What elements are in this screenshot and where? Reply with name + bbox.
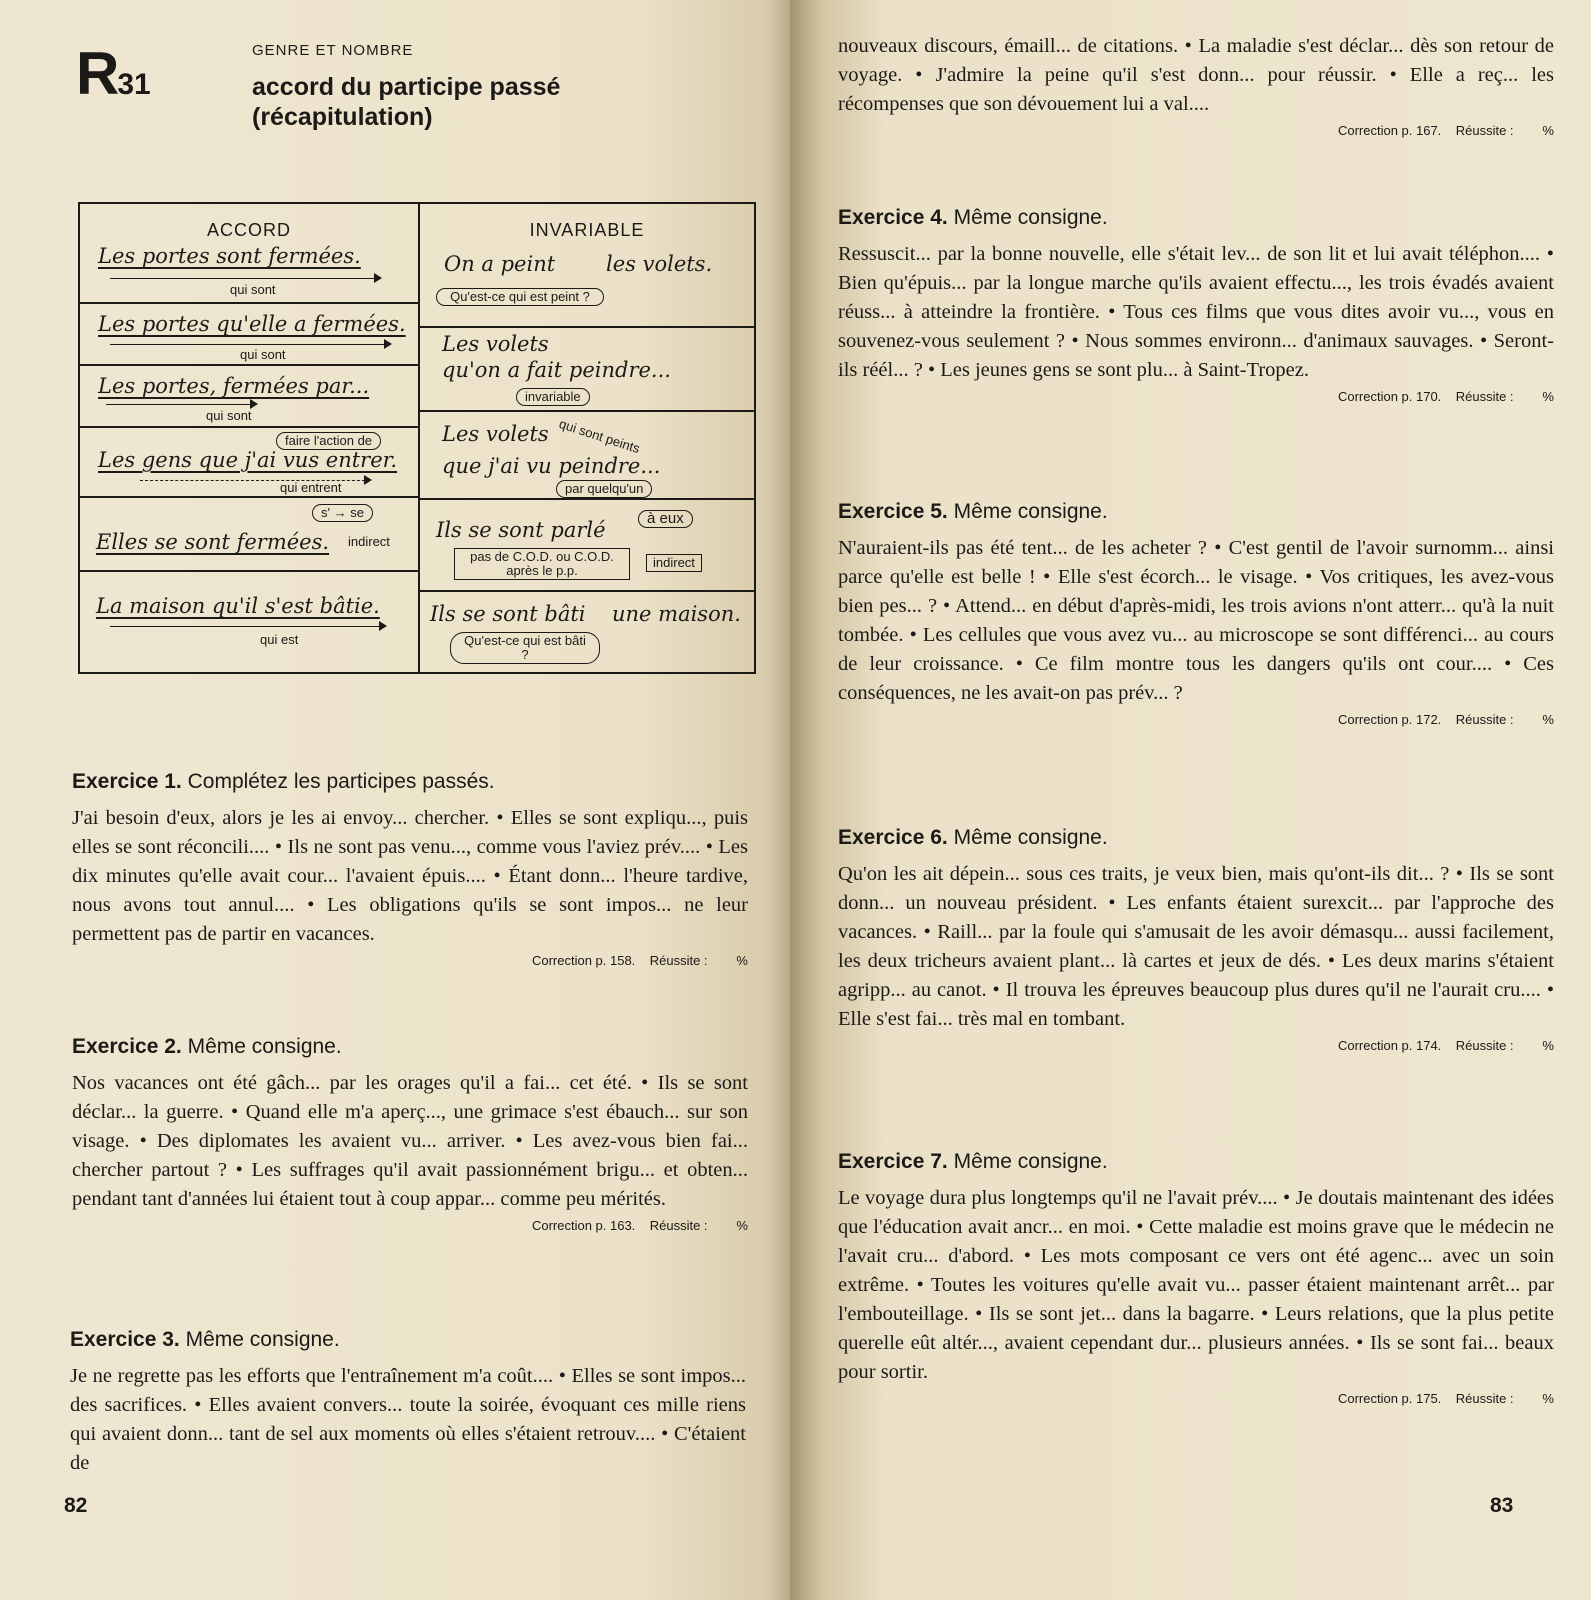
exercise-3-instruction: Même consigne. [185, 1328, 340, 1351]
accord-bubble-4: faire l'action de [276, 432, 381, 450]
left-page [0, 0, 790, 1600]
exercise-3-continuation [838, 32, 1554, 138]
invariable-example-3b: que j'ai vu peindre... [442, 454, 661, 478]
rule-badge-number: 31 [117, 68, 151, 101]
accord-note-5: indirect [348, 534, 390, 549]
exercise-7-instruction: Même consigne. [953, 1150, 1108, 1173]
exercise-5-label: Exercice 5. [838, 500, 948, 523]
exercise-2 [72, 1035, 748, 1233]
rule-table [78, 202, 756, 674]
invariable-bubble-2: invariable [516, 388, 590, 406]
accord-row-4 [80, 428, 418, 498]
accord-row-2 [80, 304, 418, 366]
invariable-row-1 [420, 204, 754, 328]
exercise-2-label: Exercice 2. [72, 1035, 182, 1058]
exercise-6-label: Exercice 6. [838, 826, 948, 849]
arrow [106, 404, 256, 405]
exercise-7-correction: Correction p. 175. Réussite : % [1337, 1391, 1554, 1406]
exercise-6-correction: Correction p. 174. Réussite : % [1337, 1038, 1554, 1053]
exercise-2-text: Nos vacances ont été gâch... par les orages qu'il a fai... cet été. • Ils se sont déclar... la guerre. • Quand elle m'a aperç..., une grimace s'est ébauch... sur son visage. • Des diplomates les avaient vu... arriver. • Les avez-vous bien fai... chercher partout ? • Les suffrages qu'il avait passionnément brigu... et obten... pendant tant d'années lui étaient tout à coup appar... comme peu mérités. [72, 1072, 748, 1210]
accord-row-5 [80, 498, 418, 572]
exercise-6 [838, 826, 1554, 1053]
accord-note-4: qui entrent [280, 480, 342, 495]
exercise-2-instruction: Même consigne. [187, 1035, 342, 1058]
invariable-example-5a: Ils se sont bâti [430, 602, 586, 626]
exercise-1-correction: Correction p. 158. Réussite : % [531, 953, 748, 968]
invariable-example-2b: qu'on a fait peindre... [442, 358, 671, 382]
exercise-3-label: Exercice 3. [70, 1328, 180, 1351]
invariable-example-1b: les volets. [606, 252, 713, 276]
accord-note-1: qui sont [230, 282, 276, 297]
exercise-4-heading [838, 206, 1554, 230]
accord-example-3: Les portes, fermées par... [98, 374, 370, 398]
exercise-3-correction: Correction p. 167. Réussite : % [1337, 123, 1554, 138]
exercise-6-text: Qu'on les ait dépein... sous ces traits, je veux bien, mais qu'ont-ils dit... ? • Ils se sont donn... un nouveau président. • Les enfants étaient surexcit... par l'approche des vacances. • Raill... par la foule qui s'amusait de les avoir démasqu... aussi facilement, les deux tricheurs avaient plant... là cartes et jeux de dés. • Les deux marins s'étaient agripp... au canot. • Il trouva les épreuves beaucoup plus dures qu'il ne l'aurait cru.... • Elle s'est fai... très mal en tombant. [838, 863, 1554, 1030]
invariable-header: INVARIABLE [529, 220, 645, 240]
arrow [110, 344, 390, 345]
exercise-3-heading [70, 1328, 746, 1352]
exercise-2-correction: Correction p. 163. Réussite : % [531, 1218, 748, 1233]
invariable-note-3: qui sont peints [557, 416, 642, 457]
exercise-1-heading [72, 770, 748, 794]
accord-row-1 [80, 204, 418, 304]
exercise-3-continuation-text: nouveaux discours, émaill... de citations. • La maladie s'est déclar... dès son retour de voyage. • J'admire la peine qu'il s'est donn... pour réussir. • Elle a reç... les récompenses que son dévouement lui a val.... [838, 35, 1554, 115]
exercise-7-heading [838, 1150, 1554, 1174]
exercise-1 [72, 770, 748, 968]
invariable-example-4: Ils se sont parlé [436, 518, 606, 542]
exercise-7-label: Exercice 7. [838, 1150, 948, 1173]
exercise-5-text: N'auraient-ils pas été tent... de les acheter ? • C'est gentil de l'avoir surnomm... ainsi parce qu'elle est belle ! • Elle s'est écorch... le visage. • Vos critiques, les avez-vous bien pes... ? • Attend... en début d'après-midi, les trois avions n'ont atterr... qu'à la nuit tombée. • Les cellules que vous avez vu... au microscope se sont différenci... au cours de leur croissance. • Ce film montre tous les dangers qu'ils ont cour.... • Ces conséquences, ne les avait-on pas prév... ? [838, 537, 1554, 704]
invariable-example-1a: On a peint [444, 252, 556, 276]
invariable-column [420, 204, 754, 672]
exercise-3-text: Je ne regrette pas les efforts que l'entraînement m'a coût.... • Elles se sont impos... des sacrifices. • Elles avaient convers... toute la soirée, évoquant ces mille riens qui avaient donn... tant de sel aux moments où elles s'étaient retrouv.... • C'étaient de [70, 1365, 746, 1474]
accord-bubble-5: s' → se [312, 504, 373, 522]
arrow [110, 626, 385, 627]
exercise-4 [838, 206, 1554, 404]
exercise-3 [70, 1328, 746, 1478]
accord-example-2: Les portes qu'elle a fermées. [98, 312, 406, 336]
exercise-4-instruction: Même consigne. [953, 206, 1108, 229]
invariable-example-5b: une maison. [612, 602, 741, 626]
page-number-left: 82 [64, 1494, 88, 1517]
accord-example-6: La maison qu'il s'est bâtie. [96, 594, 380, 618]
accord-header: ACCORD [206, 220, 291, 240]
page-number-right: 83 [1490, 1494, 1514, 1517]
exercise-4-label: Exercice 4. [838, 206, 948, 229]
accord-row-6 [80, 572, 418, 672]
page-title: accord du participe passé (récapitulation) [252, 73, 561, 131]
invariable-box-4b: indirect [646, 554, 702, 572]
accord-row-3 [80, 366, 418, 428]
exercise-2-heading [72, 1035, 748, 1059]
invariable-bubble-3: par quelqu'un [556, 480, 652, 498]
invariable-bubble-4: à eux [638, 510, 693, 528]
exercise-7-text: Le voyage dura plus longtemps qu'il ne l'avait prév.... • Je doutais maintenant des idées que l'éducation avait ancr... en moi. • Cette maladie est moins grave que le médecin ne l'avait cru... d'abord. • Les mots composant ce vers ont été agenc... avec un soin extrême. • Toutes les voitures qu'elle avait vu... passer étaient maintenant arrêt... par l'embouteillage. • Ils se sont jet... dans la bagarre. • Leurs relations, que la plus petite querelle eût altér..., avaient cependant dur... plusieurs années. • Ils se sont fai... beaux pour sortir. [838, 1187, 1554, 1383]
invariable-example-2a: Les volets [442, 332, 549, 356]
exercise-4-correction: Correction p. 170. Réussite : % [1337, 389, 1554, 404]
invariable-row-5 [420, 592, 754, 672]
rule-badge [76, 40, 151, 107]
accord-note-3: qui sont [206, 408, 252, 423]
rule-badge-letter: R [76, 40, 118, 107]
exercise-6-instruction: Même consigne. [953, 826, 1108, 849]
section-kicker: GENRE ET NOMBRE [252, 42, 414, 59]
invariable-bubble-1: Qu'est-ce qui est peint ? [436, 288, 604, 306]
invariable-box-4a: pas de C.O.D. ou C.O.D. après le p.p. [454, 548, 630, 580]
exercise-1-text: J'ai besoin d'eux, alors je les ai envoy... chercher. • Elles se sont expliqu..., puis elles se sont réconcili.... • Ils ne sont pas venu..., comme vous l'aviez prév.... • Les dix minutes qu'elle avait cour... l'avaient épuis.... • Étant donn... l'heure tardive, nous avons tout annul.... • Les obligations qu'ils se sont impos... ne leur permettent pas de partir en vacances. [72, 807, 748, 945]
exercise-1-label: Exercice 1. [72, 770, 182, 793]
right-page [790, 0, 1591, 1600]
accord-example-5: Elles se sont fermées. [96, 530, 330, 554]
exercise-7 [838, 1150, 1554, 1406]
invariable-row-2 [420, 328, 754, 412]
exercise-1-instruction: Complétez les participes passés. [187, 770, 495, 793]
invariable-row-4 [420, 500, 754, 592]
invariable-row-3 [420, 412, 754, 500]
accord-note-2: qui sont [240, 347, 286, 362]
accord-note-6: qui est [260, 632, 299, 647]
accord-column [80, 204, 420, 672]
exercise-5-correction: Correction p. 172. Réussite : % [1337, 712, 1554, 727]
accord-example-1: Les portes sont fermées. [98, 244, 361, 268]
exercise-4-text: Ressuscit... par la bonne nouvelle, elle s'était lev... de son lit et lui avait téléphon.... • Bien qu'épuis... par la longue marche qu'ils avaient effectu..., les trois évadés avaient réuss... à atteindre la frontière. • Tous ces films que vous dites avoir vu..., vous en souvenez-vous seulement ? • Nous sommes environn... d'animaux sauvages. • Seront-ils réél... ? • Les jeunes gens se sont plu... à Saint-Tropez. [838, 243, 1554, 381]
invariable-bubble-5: Qu'est-ce qui est bâti ? [450, 632, 600, 664]
invariable-example-3a: Les volets [442, 422, 549, 446]
exercise-5-heading [838, 500, 1554, 524]
exercise-5-instruction: Même consigne. [953, 500, 1108, 523]
exercise-6-heading [838, 826, 1554, 850]
accord-example-4: Les gens que j'ai vus entrer. [98, 448, 398, 472]
arrow [110, 278, 380, 279]
exercise-5 [838, 500, 1554, 727]
